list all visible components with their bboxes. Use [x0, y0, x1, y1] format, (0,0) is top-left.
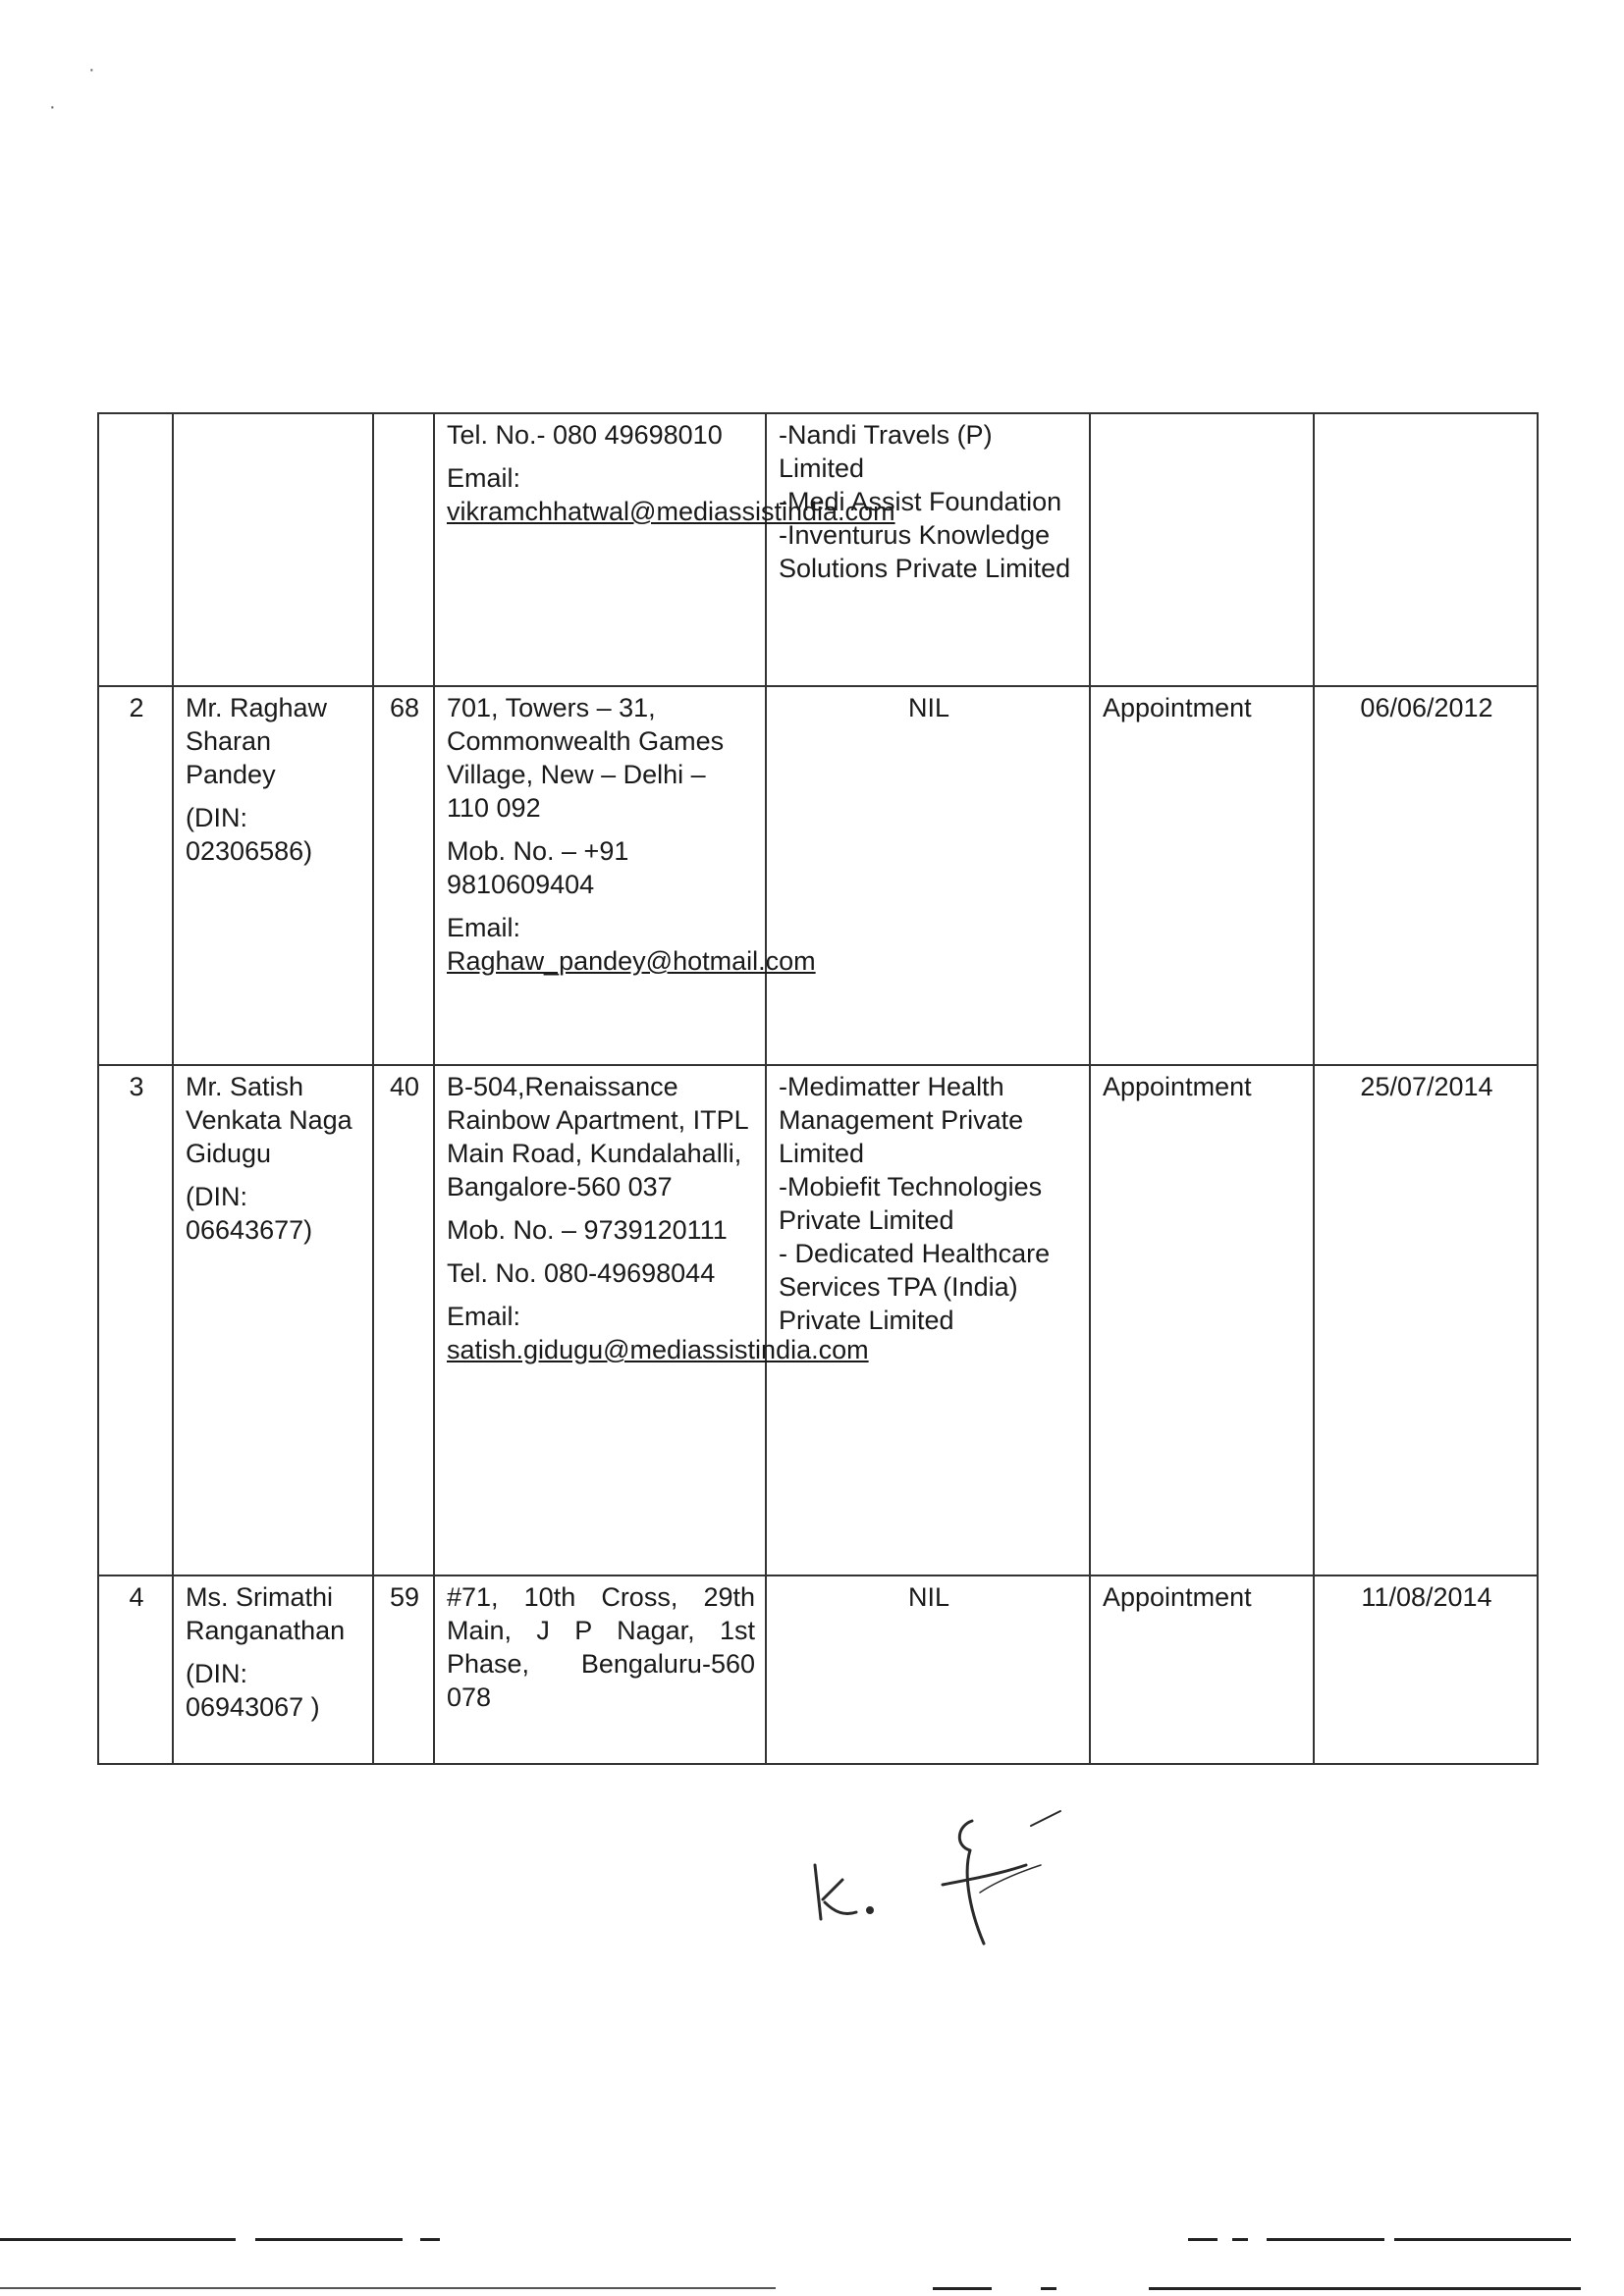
name-cell	[173, 686, 373, 1065]
director-din: (DIN: 06943067 )	[186, 1659, 320, 1722]
scan-line	[1188, 2238, 1218, 2241]
scan-line	[420, 2238, 440, 2241]
address-text: Tel. No.- 080 49698010	[447, 420, 723, 450]
address-cell	[434, 1065, 869, 1575]
nature-cell: Appointment	[1090, 1575, 1314, 1764]
directorship-item: NIL	[907, 693, 950, 722]
nature-cell: Appointment	[1090, 1065, 1314, 1575]
director-din: (DIN: 06643677)	[186, 1182, 313, 1245]
table-row	[98, 413, 1538, 686]
email-link[interactable]: Raghaw_pandey@hotmail.com	[447, 946, 816, 976]
scan-line	[1232, 2238, 1248, 2241]
other-directorships-cell	[766, 1065, 1090, 1575]
director-din: (DIN: 02306586)	[186, 803, 313, 866]
address-cell	[434, 1575, 766, 1764]
nature-cell: Appointment	[1090, 686, 1314, 1065]
directorship-item: -Medi Assist Foundation	[779, 487, 1062, 516]
age-cell: 68	[373, 686, 434, 1065]
table-row	[98, 1065, 1538, 1575]
directorship-item: -Nandi Travels (P) Limited	[779, 420, 993, 483]
nature-cell	[1090, 413, 1314, 686]
scan-speck: ·	[49, 96, 56, 118]
table-row	[98, 1575, 1538, 1764]
table-row	[98, 686, 1538, 1065]
director-name: Mr. Satish Venkata Naga Gidugu	[186, 1072, 352, 1168]
scan-line	[1394, 2238, 1571, 2241]
handwritten-signature	[795, 1806, 1090, 1963]
directorship-item: -Medimatter Health Management Private Limited	[779, 1072, 1024, 1168]
other-directorships-cell	[766, 1575, 1090, 1764]
directorship-item: -Mobiefit Technologies Private Limited	[779, 1172, 1043, 1235]
address-text: 701, Towers – 31, Commonwealth Games Village, New – Delhi – 110 092	[447, 693, 725, 823]
date-cell: 25/07/2014	[1314, 1065, 1538, 1575]
age-cell: 40	[373, 1065, 434, 1575]
date-cell: 11/08/2014	[1314, 1575, 1538, 1764]
name-cell	[173, 413, 373, 686]
sr-cell: 2	[98, 686, 173, 1065]
date-cell	[1314, 413, 1538, 686]
name-cell	[173, 1065, 373, 1575]
scan-line	[255, 2238, 403, 2241]
email-label: Email:	[447, 1302, 521, 1331]
scan-line	[0, 2238, 236, 2241]
mobile-text: Mob. No. – +91 9810609404	[447, 836, 629, 899]
age-cell	[373, 413, 434, 686]
directorship-item: - Dedicated Healthcare Services TPA (India) Private Limited	[779, 1239, 1051, 1335]
telephone-text: Tel. No. 080-49698044	[447, 1258, 716, 1288]
email-label: Email:	[447, 463, 521, 493]
mobile-text: Mob. No. – 9739120111	[447, 1215, 728, 1245]
sr-cell	[98, 413, 173, 686]
scan-line	[0, 2287, 776, 2289]
scan-line	[1267, 2238, 1384, 2241]
scan-line	[933, 2287, 992, 2290]
email-link[interactable]: satish.gidugu@mediassistindia.com	[447, 1335, 869, 1364]
address-text: #71, 10th Cross, 29th Main, J P Nagar, 1st Phase, Bengaluru-560 078	[447, 1582, 755, 1712]
directors-table	[97, 412, 1539, 1765]
scan-line	[1041, 2287, 1056, 2290]
other-directorships-cell	[766, 413, 1090, 686]
date-cell: 06/06/2012	[1314, 686, 1538, 1065]
age-cell: 59	[373, 1575, 434, 1764]
email-label: Email:	[447, 913, 521, 942]
directorship-item: NIL	[907, 1582, 950, 1612]
director-name: Mr. Raghaw Sharan Pandey	[186, 693, 328, 789]
other-directorships-cell	[766, 686, 1090, 1065]
director-name: Ms. Srimathi Ranganathan	[186, 1582, 346, 1645]
scan-line	[1149, 2287, 1581, 2290]
email-link[interactable]: vikramchhatwal@mediassistindia.com	[447, 497, 895, 526]
address-cell	[434, 686, 816, 1065]
sr-cell: 4	[98, 1575, 173, 1764]
scan-speck: ·	[88, 59, 95, 80]
address-text: B-504,Renaissance Rainbow Apartment, ITPL Main Road, Kundalahalli, Bangalore-560 037	[447, 1072, 748, 1201]
sr-cell: 3	[98, 1065, 173, 1575]
name-cell	[173, 1575, 373, 1764]
directorship-item: -Inventurus Knowledge Solutions Private Limited	[779, 520, 1071, 583]
